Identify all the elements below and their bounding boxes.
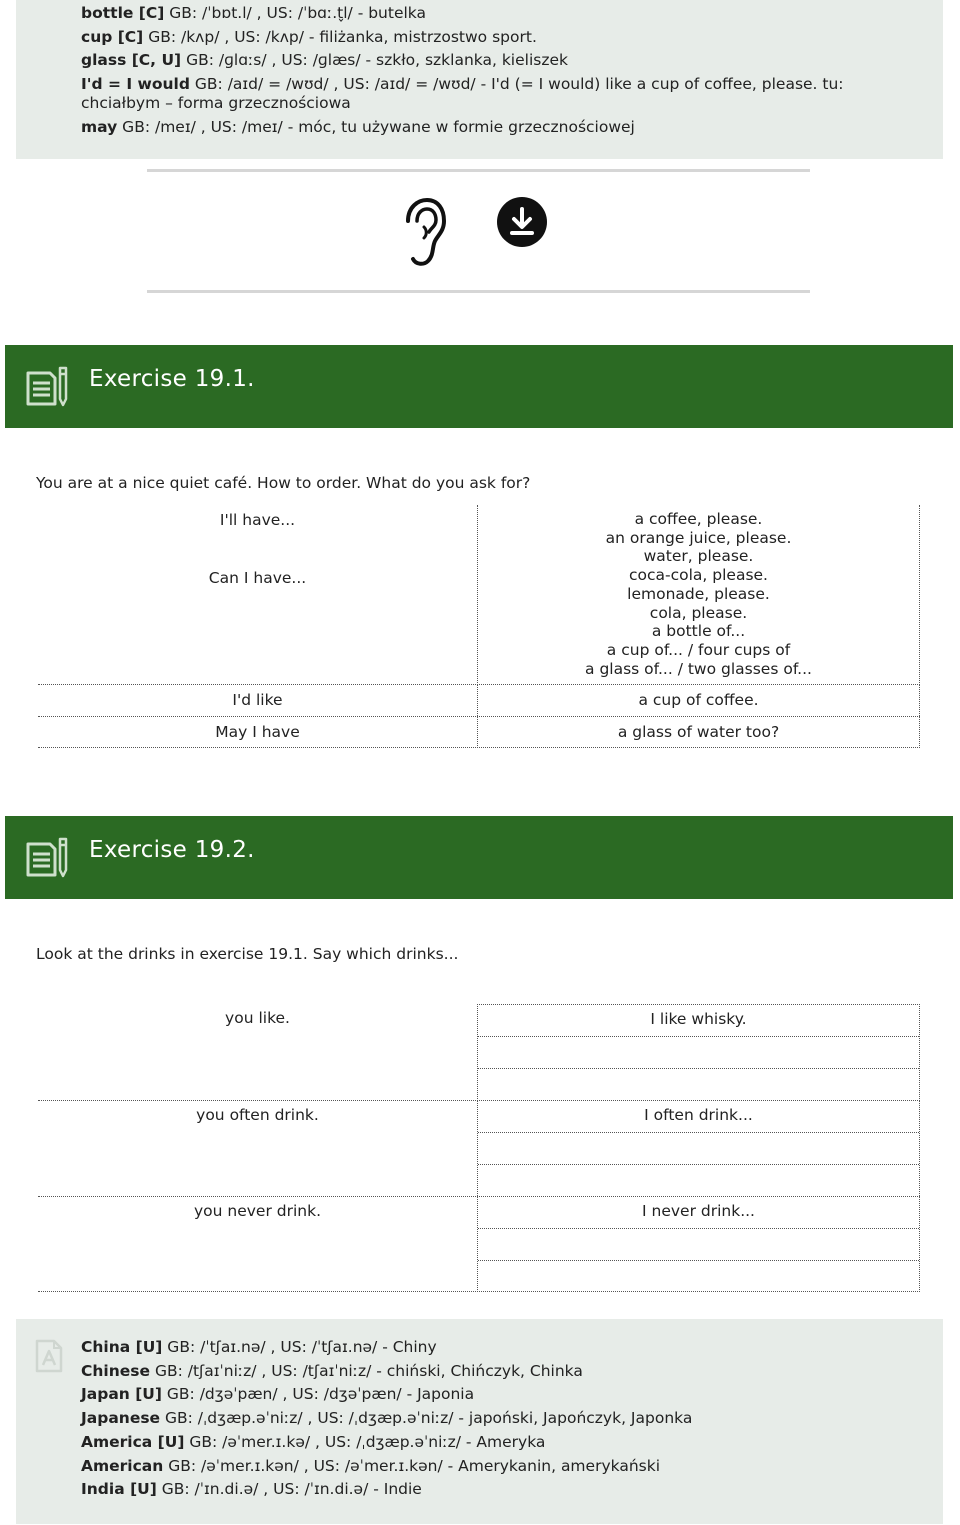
vocabulary-box-bottom — [16, 1319, 943, 1524]
audio-bottom-rule — [147, 290, 810, 293]
option-text: Can I have... — [208, 569, 307, 587]
vocab-entry: may GB: /meɪ/ , US: /meɪ/ - móc, tu używane w formie grzecznościowej — [81, 118, 635, 137]
vocab-entry: Japanese GB: /ˌdʒæp.əˈniːz/ , US: /ˌdʒæp.əˈniːz/ - japoński, Japończyk, Japonka — [81, 1409, 693, 1428]
ear-listen-icon[interactable] — [400, 197, 446, 267]
answer-line: I like whisky. — [478, 1005, 919, 1037]
exercise-answer-block — [38, 1004, 920, 1100]
option-text: a bottle of... — [651, 622, 746, 641]
dictionary-document-icon — [35, 1339, 63, 1373]
exercise-title: Exercise 19.1. — [89, 366, 255, 392]
download-icon[interactable] — [496, 196, 548, 248]
option-text: coca-cola, please. — [628, 566, 768, 585]
exercise-answer-block — [38, 1100, 920, 1196]
vocab-entry: bottle [C] GB: /ˈbɒt.l/ , US: /ˈbɑː.t̬l/ - butelka — [81, 4, 427, 22]
answer-cell — [477, 1197, 920, 1292]
answer-line: I often drink... — [478, 1101, 919, 1133]
vocab-entry: cup [C] GB: /kʌp/ , US: /kʌp/ - filiżanka, mistrzostwo sport. — [81, 27, 537, 46]
prompt-text: you often drink. — [196, 1106, 319, 1124]
audio-top-rule — [147, 169, 810, 172]
exercise-row — [38, 716, 920, 748]
answer-line: I never drink... — [478, 1197, 919, 1229]
answer-line-blank[interactable] — [478, 1261, 919, 1292]
prompt-text: you like. — [225, 1009, 290, 1027]
table-bottom-border — [38, 1291, 920, 1292]
answer-line-blank[interactable] — [478, 1037, 919, 1069]
vocab-entry: American GB: /əˈmer.ɪ.kən/ , US: /əˈmer.ɪ.kən/ - Amerykanin, amerykański — [81, 1456, 661, 1475]
prompt-text: you never drink. — [193, 1202, 322, 1220]
exercise-instruction: Look at the drinks in exercise 19.1. Say which drinks... — [36, 945, 459, 963]
exercise-document-icon — [25, 836, 69, 878]
vocab-entry: America [U] GB: /əˈmer.ɪ.kə/ , US: /ˌdʒæp.əˈniːz/ - Ameryka — [81, 1432, 546, 1451]
exercise-answer-block — [38, 1196, 920, 1292]
exercise-header — [5, 816, 953, 899]
answer-line-blank[interactable] — [478, 1069, 919, 1100]
answer-cell — [477, 1004, 920, 1099]
exercise-options-row — [38, 505, 920, 683]
vocab-entry: I'd = I would GB: /aɪd/ = /wʊd/ , US: /aɪd/ = /wʊd/ - I'd (= I would) like a cup of coffee, please. tu: chciałbym – forma grzecznościowa — [81, 75, 844, 113]
answer-line-blank[interactable] — [478, 1165, 919, 1196]
audio-player — [147, 169, 810, 294]
answer-line-blank[interactable] — [478, 1229, 919, 1261]
vocab-entry: Japan [U] GB: /dʒəˈpæn/ , US: /dʒəˈpæn/ - Japonia — [81, 1385, 475, 1404]
table-bottom-border — [38, 747, 920, 748]
option-text: a glass of... / two glasses of... — [585, 659, 812, 678]
exercise-header — [5, 345, 953, 428]
exercise-instruction: You are at a nice quiet café. How to order. What do you ask for? — [36, 474, 531, 492]
row-left: I'd like — [232, 691, 283, 709]
option-text: a coffee, please. — [634, 510, 763, 528]
exercise-document-icon — [25, 365, 69, 407]
exercise-row — [38, 684, 920, 716]
vocab-entry: Chinese GB: /tʃaɪˈniːz/ , US: /tʃaɪˈniːz/ - chiński, Chińczyk, Chinka — [81, 1361, 583, 1380]
exercise-title: Exercise 19.2. — [89, 837, 255, 863]
option-text: I'll have... — [219, 511, 296, 529]
options-left — [38, 505, 477, 683]
vocab-entry: China [U] GB: /ˈtʃaɪ.nə/ , US: /ˈtʃaɪ.nə/ - Chiny — [81, 1338, 437, 1356]
answer-cell — [477, 1101, 920, 1196]
row-right: a glass of water too? — [477, 717, 920, 748]
option-text: an orange juice, please. — [605, 528, 792, 547]
option-text: cola, please. — [649, 603, 748, 622]
vocab-entry: glass [C, U] GB: /ɡlɑːs/ , US: /ɡlæs/ - szkło, szklanka, kieliszek — [81, 51, 568, 70]
row-right: a cup of coffee. — [477, 685, 920, 716]
options-right — [477, 505, 920, 683]
answer-line-blank[interactable] — [478, 1133, 919, 1165]
vocab-entry: India [U] GB: /ˈɪn.di.ə/ , US: /ˈɪn.di.ə/ - Indie — [81, 1480, 422, 1499]
vocabulary-box-top — [16, 0, 943, 159]
row-left: May I have — [215, 723, 300, 741]
option-text: water, please. — [643, 547, 754, 566]
option-text: lemonade, please. — [627, 584, 770, 603]
option-text: a cup of... / four cups of — [606, 640, 791, 659]
